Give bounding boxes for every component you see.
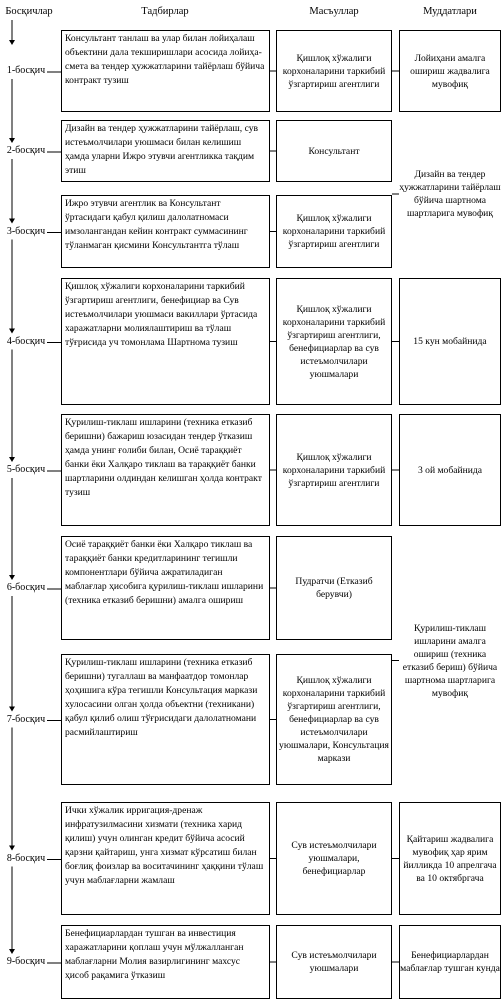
action-box: Қурилиш-тиклаш ишларини (техника етказиб беришни) тугаллаш ва манфаатдор томонлар ҳоҳишига кўра тегишли Консультация маркази хулосасини олган ҳолда объектни (техникани) қабул қилиб олиш тўғрисидаги далолатномани расмийлаштириш — [61, 654, 270, 785]
responsible-box: Қишлоқ хўжалиги корхоналарини таркибий ўзгартириш агентлиги — [276, 414, 392, 526]
arrow-head — [9, 138, 15, 143]
responsible-box: Сув истеъмолчилари уюшмалари, бенефициарлар — [276, 802, 392, 915]
responsible-box: Консультант — [276, 120, 392, 182]
action-box: Ички хўжалик ирригация-дренаж инфратузилмасини хизмати (техника харид қилиш) учун олинган кредит бўйича асосий қарзни қайтариш, унга хизмат кўрсатиш билан боғлиқ фоизлар ва воситачининг ҳаққини тўлаш учун маблағларни жамлаш — [61, 802, 270, 915]
action-box: Ижро этувчи агентлик ва Консультант ўртасидаги қабул қилиш далолатномаси имзолангандан кейин контракт суммасининг тўланмаган қисмини Консультантга тўлаш — [61, 195, 270, 268]
duration-text: 3 ой мобайнида — [417, 464, 483, 476]
header-step: Босқичлар — [5, 6, 53, 17]
step-label: 2-босқич — [6, 145, 46, 156]
step-label: 9-босқич — [6, 956, 46, 967]
step-label: 1-босқич — [6, 65, 46, 76]
action-box: Қурилиш-тиклаш ишларини (техника етказиб беришни) бажариш юзасидан тендер ўтказиш ҳамда унинг ғолиби билан, Осиё тараққиёт банки ёки Халқаро тиклаш ва тараққиёт банки шартларини олдиндан келишган ҳолда контракт тузиш — [61, 414, 270, 526]
step-label: 4-босқич — [6, 335, 46, 347]
duration-cell — [399, 30, 501, 112]
header-responsible: Масъуллар — [309, 6, 359, 17]
arrow-head — [9, 40, 15, 45]
arrow-head — [9, 949, 15, 954]
header-duration: Муддатлари — [423, 6, 477, 17]
responsible-box: Қишлоқ хўжалиги корхоналарини таркибий ўзгартириш агентлиги, бенефициарлар ва сув истеъмолчилари уюшмалари, Консультация маркази — [276, 654, 392, 785]
arrow-head — [9, 329, 15, 334]
arrow-head — [9, 707, 15, 712]
duration-text: Қурилиш-тиклаш ишларини амалга ошириш (техника етказиб бериш) бўйича шартнома шартларига мувофиқ — [402, 622, 498, 699]
action-box: Осиё тараққиёт банки ёки Халқаро тиклаш ва тараққиёт банки кредитларининг тегишли компонентлари бўйича ажратиладиган маблағлар ҳисобига қурилиш-тиклаш ишларини (техника етказиб беришни) амалга ошириш — [61, 536, 270, 640]
action-box: Дизайн ва тендер ҳужжатларини тайёрлаш, сув истеъмолчилари уюшмаси билан келишиш ҳамда уларни Ижро этувчи агентликка тақдим этиш — [61, 120, 270, 182]
step-label: 6-босқич — [6, 582, 46, 593]
duration-cell — [399, 120, 501, 268]
step-label: 7-босқич — [6, 713, 46, 725]
action-box: Бенефициарлардан тушган ва инвестиция харажатларини қоплаш учун мўлжалланган маблағларни Молия вазирлигининг махсус ҳисоб рақамига ўтказиш — [61, 925, 270, 999]
responsible-box: Сув истеъмолчилари уюшмалари — [276, 925, 392, 999]
header-action: Тадбирлар — [141, 6, 189, 17]
duration-text: Бенефициарлардан маблағлар тушган кунда — [400, 950, 500, 974]
duration-cell — [399, 536, 501, 785]
duration-cell — [399, 278, 501, 405]
duration-text: 15 кун мобайнида — [413, 336, 487, 347]
step-label: 8-босқич — [6, 852, 46, 864]
action-box: Қишлоқ хўжалиги корхоналарини таркибий ўзгартириш агентлиги, бенефициар ва Сув истеъмолчилари уюшмаси вакиллари ўртасида харажатларни молиялаштириш ва тўлаш тўғрисида уч томонлама Шартнома тузиш — [61, 278, 270, 405]
arrow-head — [9, 575, 15, 580]
arrow-head — [9, 219, 15, 224]
duration-text: Дизайн ва тендер ҳужжатларини тайёрлаш бўйича шартнома шартларига мувофиқ — [399, 169, 501, 219]
step-label: 5-босқич — [6, 464, 46, 475]
step-label: 3-босқич — [6, 225, 46, 237]
duration-cell — [399, 802, 501, 915]
responsible-box: Қишлоқ хўжалиги корхоналарини таркибий ўзгартириш агентлиги, бенефициарлар ва сув истеъмолчилари уюшмалари — [276, 278, 392, 405]
responsible-box: Пудратчи (Етказиб берувчи) — [276, 536, 392, 640]
duration-cell — [399, 414, 501, 526]
duration-text: Лойиҳани амалга ошириш жадвалига мувофиқ — [410, 52, 490, 90]
action-box: Консультант танлаш ва улар билан лойиҳалаш объектини дала текширишлари асосида лойиҳа-смета ва тендер ҳужжатларини тайёрлаш бўйича контракт тузиш — [61, 30, 270, 112]
duration-text: Қайтариш жадвалига мувофиқ ҳар ярим йилликда 10 апрелгача ва 10 октябргача — [403, 833, 497, 884]
duration-cell — [399, 925, 501, 999]
responsible-box: Қишлоқ хўжалиги корхоналарини таркибий ўзгартириш агентлиги — [276, 195, 392, 268]
arrow-head — [9, 846, 15, 851]
arrow-head — [9, 457, 15, 462]
responsible-box: Қишлоқ хўжалиги корхоналарини таркибий ўзгартириш агентлиги — [276, 30, 392, 112]
